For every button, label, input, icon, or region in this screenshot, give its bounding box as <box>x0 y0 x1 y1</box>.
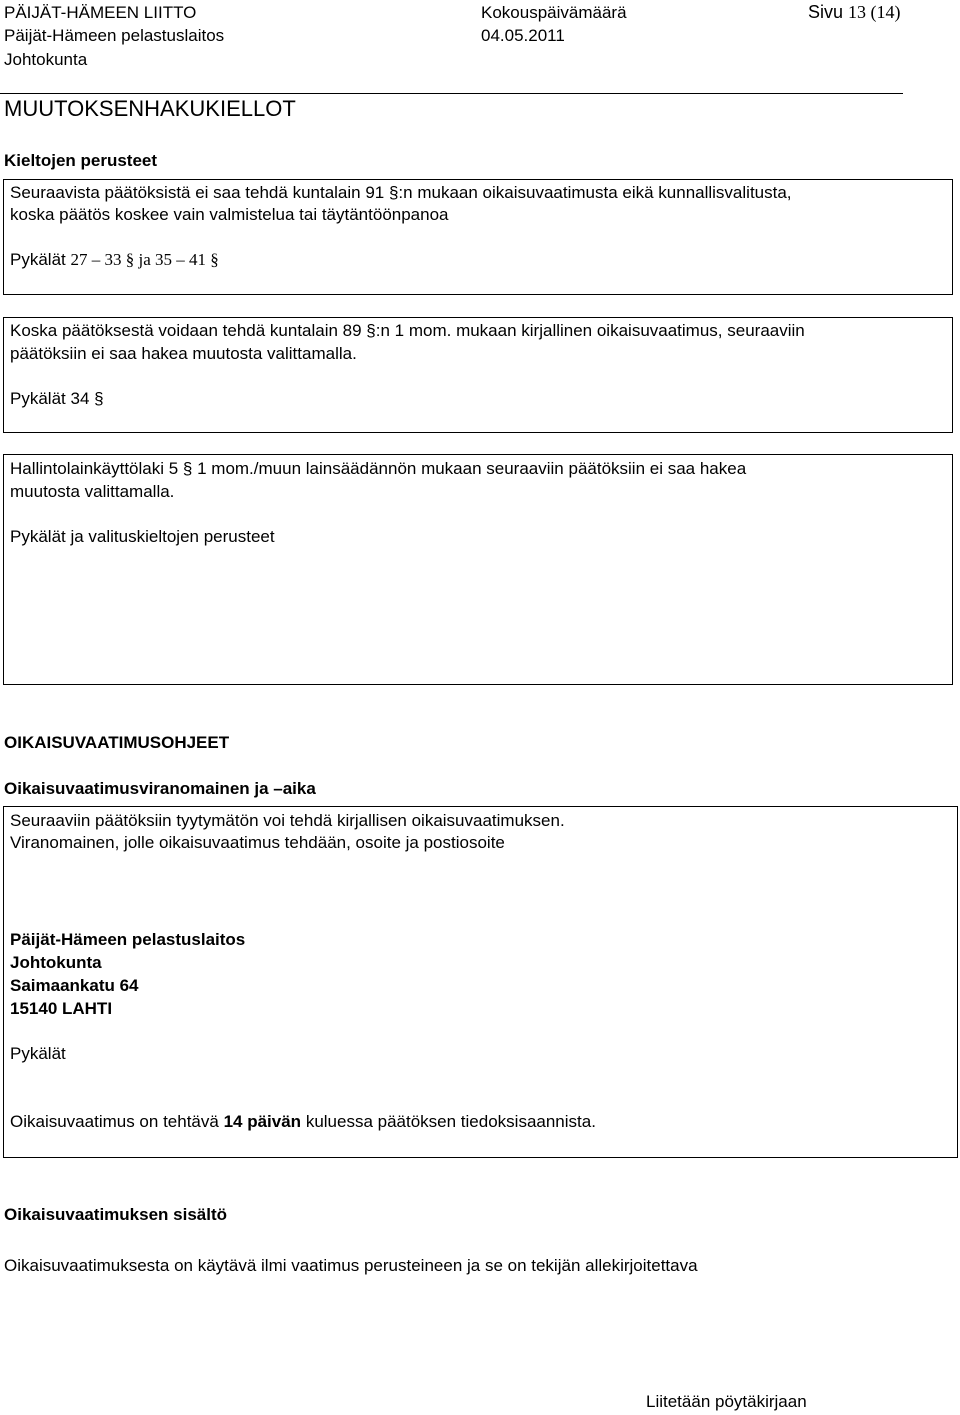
page-label: Sivu <box>808 2 844 22</box>
address-line-4: 15140 LAHTI <box>10 999 113 1018</box>
header-date: 04.05.2011 <box>481 26 565 45</box>
box4-line2: Viranomainen, jolle oikaisuvaatimus tehdään, osoite ja postiosoite <box>10 833 505 852</box>
box2-paragraphs-label: Pykälät <box>10 389 66 408</box>
box3-paragraphs-label: Pykälät ja valituskieltojen perusteet <box>10 527 275 546</box>
prohibition-box-3 <box>3 454 953 685</box>
box1-line1: Seuraavista päätöksistä ei saa tehdä kuntalain 91 §:n mukaan oikaisuvaatimusta eikä kunnallisvalitusta, <box>10 183 792 202</box>
header-date-label: Kokouspäivämäärä <box>481 3 627 22</box>
address-line-2: Johtokunta <box>10 953 102 972</box>
page-title: MUUTOKSENHAKUKIELLOT <box>4 96 296 121</box>
deadline-post: kuluessa päätöksen tiedoksisaannista. <box>305 1112 596 1131</box>
deadline-days: 14 päivän <box>223 1112 302 1131</box>
header-unit: Päijät-Hämeen pelastuslaitos <box>4 26 225 45</box>
address-line-1: Päijät-Hämeen pelastuslaitos <box>10 930 246 949</box>
box2-line2: päätöksiin ei saa hakea muutosta valittamalla. <box>10 344 357 363</box>
box4-line1: Seuraaviin päätöksiin tyytymätön voi tehdä kirjallisen oikaisuvaatimuksen. <box>10 811 565 830</box>
box2-line1: Koska päätöksestä voidaan tehdä kuntalain 89 §:n 1 mom. mukaan kirjallinen oikaisuvaatimus, seuraaviin <box>10 321 805 340</box>
prohibition-box-2 <box>3 317 953 433</box>
box2-paragraphs-value: 34 § <box>70 389 104 408</box>
content-heading: Oikaisuvaatimuksen sisältö <box>4 1205 227 1224</box>
page-indicator <box>808 2 901 23</box>
box3-line2: muutosta valittamalla. <box>10 482 175 501</box>
header-body: Johtokunta <box>4 50 88 69</box>
prohibition-box-1 <box>3 179 953 295</box>
header-org: PÄIJÄT-HÄMEEN LIITTO <box>4 3 197 22</box>
address-line-3: Saimaankatu 64 <box>10 976 139 995</box>
deadline-pre: Oikaisuvaatimus on tehtävä <box>10 1112 219 1131</box>
footer-note: Liitetään pöytäkirjaan <box>646 1392 807 1411</box>
authority-heading: Oikaisuvaatimusviranomainen ja –aika <box>4 779 316 798</box>
page-number: 13 (14) <box>848 2 901 22</box>
box4-paragraphs-label: Pykälät <box>10 1044 66 1063</box>
grounds-heading: Kieltojen perusteet <box>4 151 158 170</box>
box2-paragraphs <box>10 389 104 409</box>
instructions-title: OIKAISUVAATIMUSOHJEET <box>4 733 230 752</box>
content-text: Oikaisuvaatimuksesta on käytävä ilmi vaatimus perusteineen ja se on tekijän allekirjoitettava <box>4 1256 698 1275</box>
header-divider <box>0 93 903 94</box>
box3-line1: Hallintolainkäyttölaki 5 § 1 mom./muun lainsäädännön mukaan seuraaviin päätöksiin ei saa hakea <box>10 459 747 478</box>
box1-paragraphs <box>10 250 219 270</box>
box1-paragraphs-label: Pykälät <box>10 250 66 269</box>
appeal-box <box>3 806 958 1158</box>
deadline-text <box>10 1112 596 1132</box>
box1-paragraphs-value: 27 – 33 § ja 35 – 41 § <box>70 250 219 269</box>
box1-line2: koska päätös koskee vain valmistelua tai täytäntöönpanoa <box>10 205 449 224</box>
